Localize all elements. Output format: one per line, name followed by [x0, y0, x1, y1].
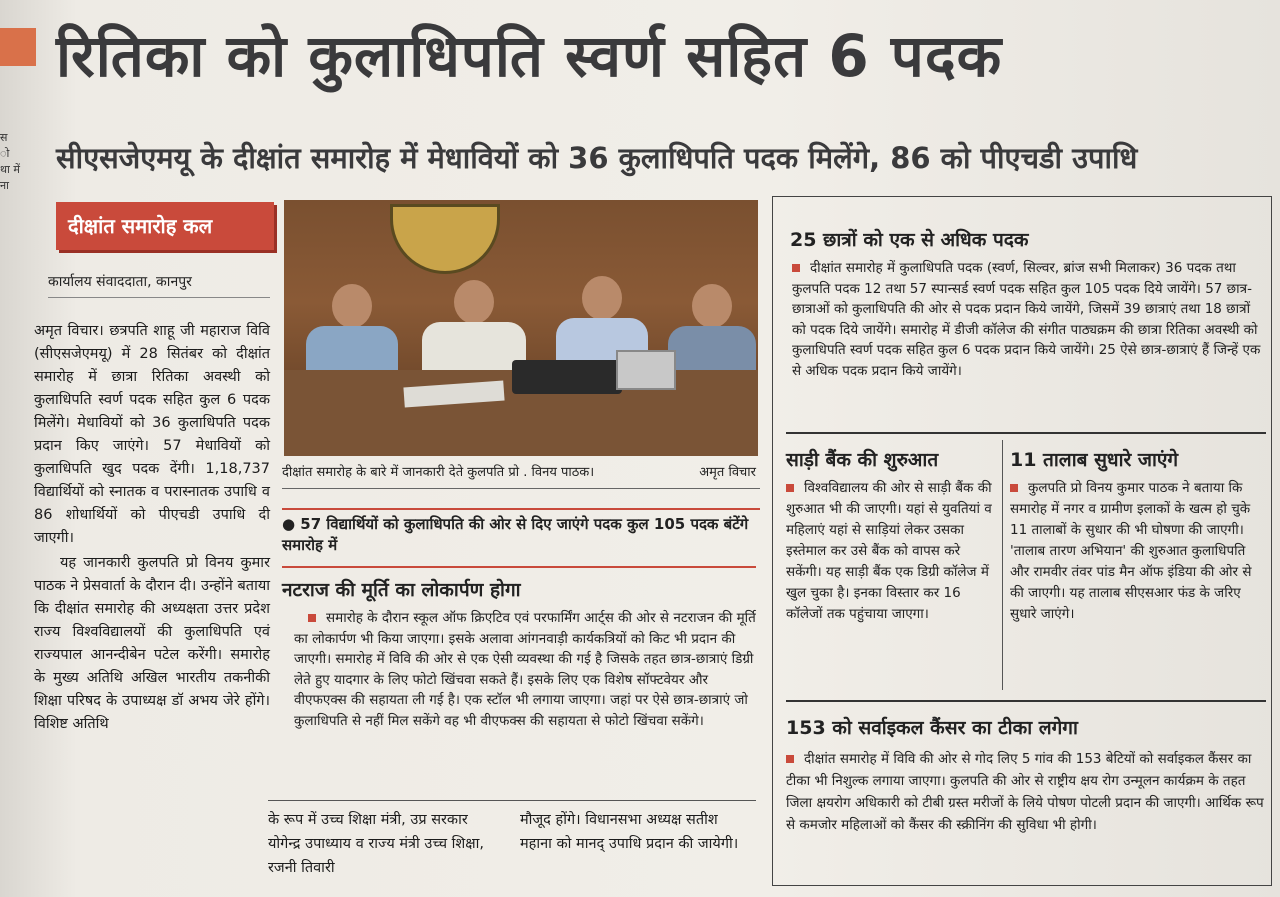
talab-body: [1010, 478, 1266, 625]
laptop-icon: [616, 350, 676, 390]
caption-text: दीक्षांत समारोह के बारे में जानकारी देते कुलपति प्रो . विनय पाठक।: [282, 465, 595, 480]
medals-section: [790, 226, 1266, 381]
bullet-square-icon: [1010, 484, 1018, 492]
continuation-col: के रूप में उच्च शिक्षा मंत्री, उप्र सरकार योगेन्द्र उपाध्याय व राज्य मंत्री उच्च शिक्षा, रजनी तिवारी: [268, 812, 485, 876]
cancer-body-text: दीक्षांत समारोह में विवि की ओर से गोद लिए 5 गांव की 153 बेटियों को सर्वाइकल कैंसर का टीका भी निशुल्क लगाया जाएगा। कुलपति की ओर से राष्ट्रीय क्षय रोग उन्मूलन कार्यक्रम के तहत जिला क्षयरोग अधिकारी को टीबी ग्रस्त मरीजों के लिये पोषण पोटली प्रदान की जाएगी। आर्थिक रूप से कमजोर महिलाओं को कैंसर की स्क्रीनिंग की सुविधा भी होगी।: [786, 751, 1264, 833]
natraj-body-text: समारोह के दौरान स्कूल ऑफ क्रिएटिव एवं परफार्मिंग आर्ट्स की ओर से नटराजन की मूर्ति का लोकार्पण भी किया जाएगा। इसके अलावा आंगनवाड़ी कार्यकत्रियों को किट भी प्रदान की जाएगी। समारोह में विवि की ओर से एक ऐसी व्यवस्था की गई है जिसके तहत छात्र-छात्राएं डिग्री लेते हुए यादगार के लिए फोटो खिंचवा सकते हैं। इसके लिए एक विशेष सॉफ्टवेयर और वीएफएक्स की सहायता ली गई है। एक स्टॉल भी लगाया जाएगा। जहां पर ऐसे छात्र-छात्राएं जो कुलाधिपति से नहीं मिल सकेंगे वह भी वीएफक्स की सहायता से फोटो खिंचवा सकेंगे।: [294, 610, 756, 729]
adjacent-column-fragment: [0, 130, 30, 194]
medals-body-text: दीक्षांत समारोह में कुलाधिपति पदक (स्वर्ण, सिल्वर, ब्रांज सभी मिलाकर) 36 पदक तथा कुलपति पदक 12 तथा 57 स्पान्सर्ड स्वर्ण पदक सहित कुल 105 पदक दिये जायेंगे। 57 छात्र-छात्राओं को कुलाधिपति की ओर से पदक प्रदान किये जायेंगे, जिसमें 39 छात्राएं तथा 18 छात्रों को पदक दिये जायेंगे। समारोह में डीजी कॉलेज की संगीत पाठ्यक्रम की छात्रा रितिका अवस्थी को कुलाधिपति स्वर्ण पदक सहित कुल 6 पदक प्रदान किये जायेंगे। 25 ऐसे छात्र-छात्राएं हैं जिन्हें एक से अधिक पदक प्रदान किये जायेंगे।: [792, 260, 1261, 379]
natraj-section: [282, 566, 756, 731]
cancer-vaccine-section: [786, 714, 1266, 836]
microphone-icon: [512, 360, 622, 394]
edge-text-line: ो: [0, 147, 10, 160]
medals-title: 25 छात्रों को एक से अधिक पदक: [790, 229, 1029, 251]
highlight-box: ● 57 विद्यार्थियों को कुलाधिपति की ओर से दिए जाएंगे पदक कुल 105 पदक बंटेंगे समारोह में: [282, 508, 760, 556]
saree-bank-section: [786, 446, 994, 625]
edge-color-block: [0, 28, 36, 66]
natraj-title: नटराज की मूर्ति का लोकार्पण होगा: [282, 579, 521, 601]
subheadline: सीएसजेएमयू के दीक्षांत समारोह में मेधावियों को 36 कुलाधिपति पदक मिलेंगे, 86 को पीएचडी उपाधि: [56, 141, 1138, 175]
photo-caption: [282, 462, 760, 489]
ponds-section: [1010, 446, 1266, 625]
section-tag: दीक्षांत समारोह कल: [56, 202, 274, 250]
section-rule: [786, 432, 1266, 434]
edge-text-line: स: [0, 131, 8, 144]
talab-body-text: कुलपति प्रो विनय कुमार पाठक ने बताया कि समारोह में नगर व ग्रामीण इलाकों के खत्म हो चुके 11 तालाबों के सुधार की भी घोषणा की जाएगी। 'तालाब तारण अभियान' की शुरुआत कुलाधिपति और रामवीर तंवर पांड मैन ऑफ इंडिया की ओर से की जाएगी। यह तालाब सीएसआर फंड के जरिए सुधारे जाएंगे।: [1010, 480, 1252, 622]
bullet-square-icon: [308, 614, 316, 622]
photo-credit: अमृत विचार: [699, 465, 756, 480]
bullet-square-icon: [786, 755, 794, 763]
continuation-col: मौजूद होंगे। विधानसभा अध्यक्ष सतीश महाना को मानद् उपाधि प्रदान की जायेगी।: [520, 812, 739, 852]
divider: [268, 800, 756, 801]
cancer-body: [786, 748, 1266, 836]
saree-title: साड़ी बैंक की शुरुआत: [786, 449, 939, 471]
section-rule: [786, 700, 1266, 702]
bullet-square-icon: [792, 264, 800, 272]
edge-text-line: था में: [0, 163, 20, 176]
saree-body-text: विश्वविद्यालय की ओर से साड़ी बैंक की शुरुआत भी की जाएगी। यहां से युवतियां व महिलाएं यहां से साड़ियां लेकर उसका इस्तेमाल कर उसे बैंक को वापस करे सकेंगी। यह साड़ी बैंक एक डिग्री कॉलेज में खुल चुका है। इनका विस्तार कर 16 कॉलेजों तक पहुंचाया जाएगा।: [786, 480, 992, 622]
natraj-body: [282, 608, 756, 731]
saree-body: [786, 478, 994, 625]
reporter-byline: कार्यालय संवाददाता, कानपुर: [48, 272, 270, 298]
lead-paragraph: यह जानकारी कुलपति प्रो विनय कुमार पाठक ने प्रेसवार्ता के दौरान दी। उन्होंने बताया कि दीक्षांत समारोह की अध्यक्षता उत्तर प्रदेश राज्य विश्वविद्यालयों की कुलाधिपति एवं राज्यपाल आनन्दीबेन पटेल करेंगी। समारोह के मुख्य अतिथि अखिल भारतीय तकनीकी शिक्षा परिषद के उपाध्यक्ष डॉ अभय जेरे होंगे। विशिष्ट अतिथि: [34, 555, 270, 732]
medals-body: [790, 258, 1266, 381]
press-conference-photo: [284, 200, 758, 456]
bullet-square-icon: [786, 484, 794, 492]
column-rule: [1002, 440, 1003, 690]
cancer-title: 153 को सर्वाइकल कैंसर का टीका लगेगा: [786, 717, 1078, 739]
lead-article-column: [34, 320, 270, 738]
headline: रितिका को कुलाधिपति स्वर्ण सहित 6 पदक: [56, 22, 1003, 90]
talab-title: 11 तालाब सुधारे जाएंगे: [1010, 449, 1179, 471]
edge-text-line: ना: [0, 179, 9, 192]
lead-paragraph: अमृत विचार। छत्रपति शाहू जी महाराज विवि (सीएसजेएमयू) में 28 सितंबर को दीक्षांत समारोह में छात्रा रितिका अवस्थी को कुलाधिपति स्वर्ण पदक सहित कुल 6 पदक मिलेंगे। मेधावियों को 36 कुलाधिपति पदक प्रदान किए जाएंगे। 57 मेधावियों को कुलाधिपति खुद पदक देंगी। 1,18,737 विद्यार्थियों को स्नातक व परास्नातक उपाधि व 86 शोधार्थियों को पीएचडी उपाधि दी जाएगी।: [34, 323, 270, 546]
